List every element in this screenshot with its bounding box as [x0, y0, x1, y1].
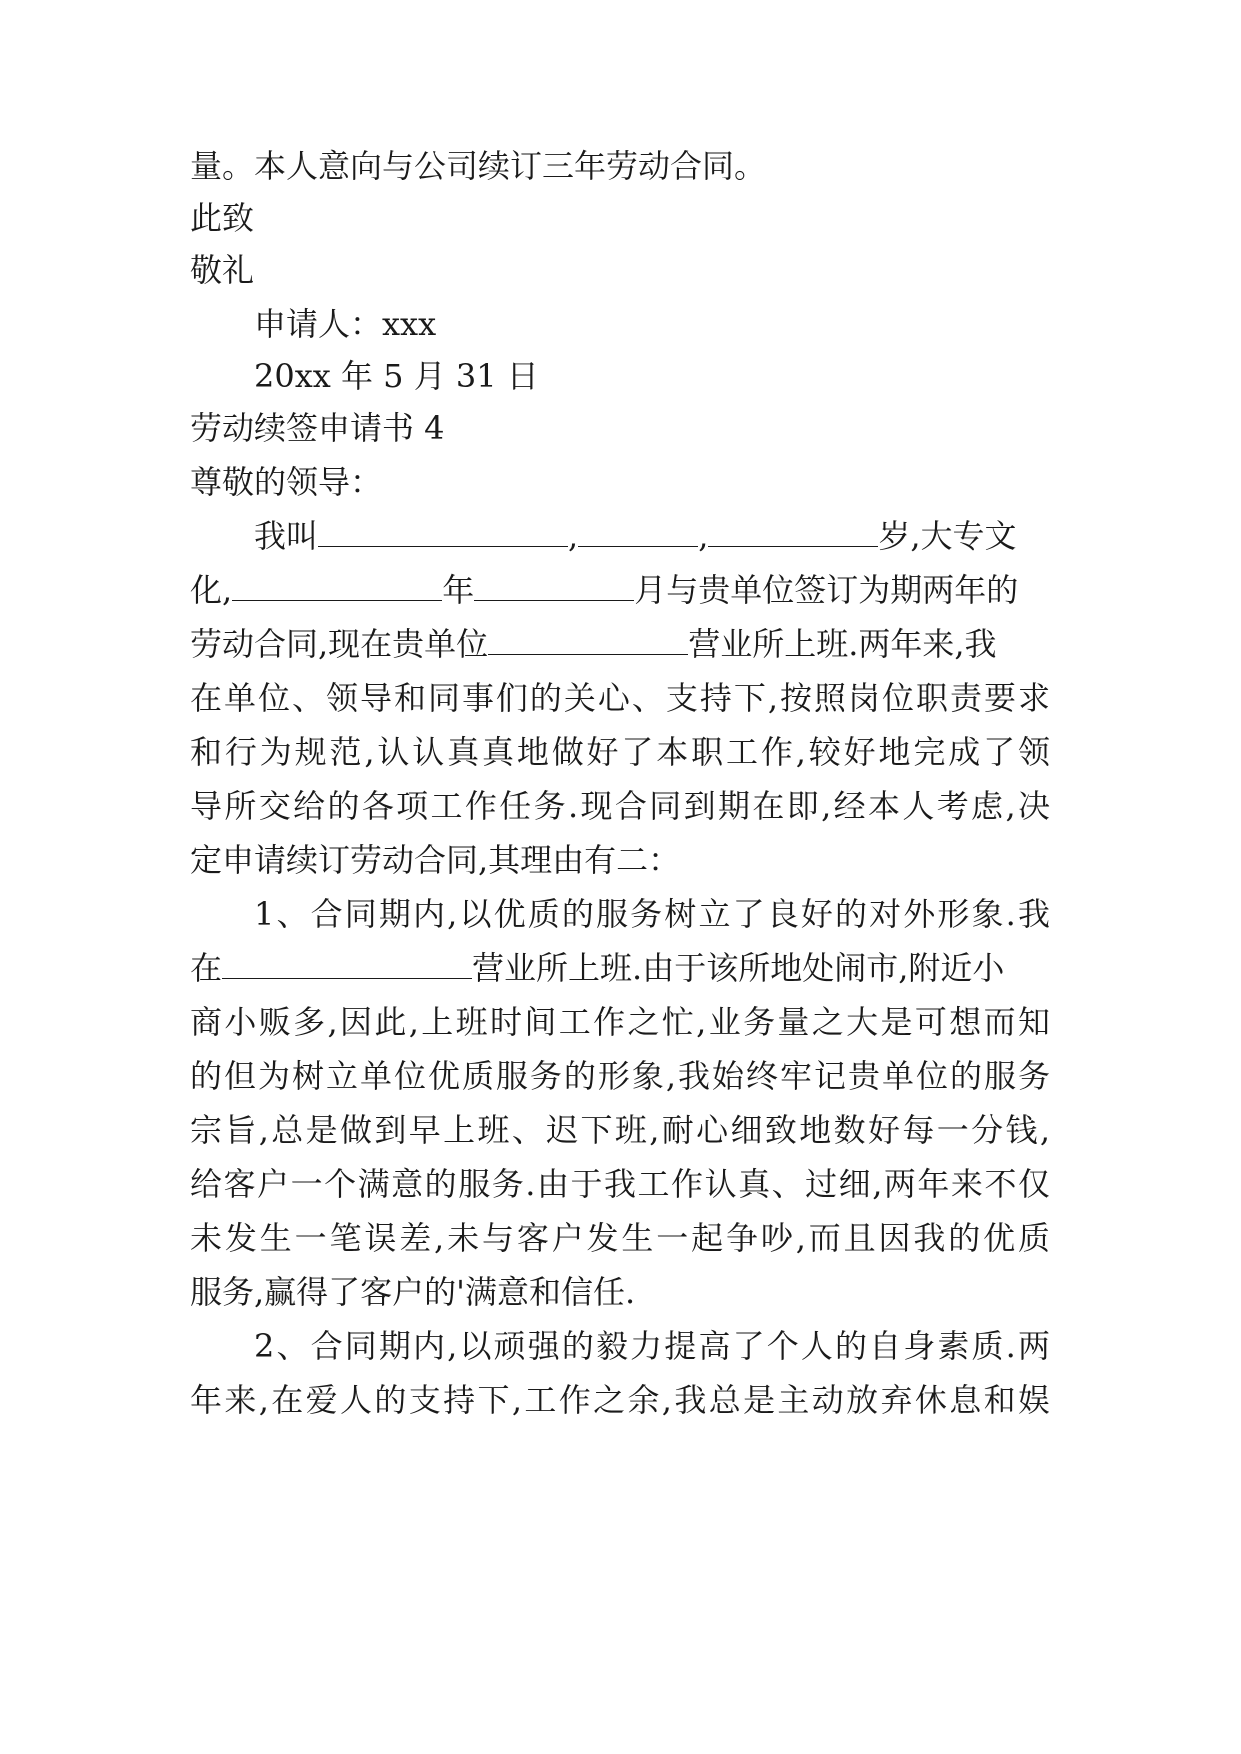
text-line: 在单位、领导和同事们的关心、支持下,按照岗位职责要求 [190, 679, 1050, 717]
fill-in-blank [488, 624, 688, 655]
text-segment: 年 [442, 571, 475, 609]
fill-in-blank [232, 570, 442, 601]
section-title: 劳动续签申请书 4 [190, 409, 445, 447]
fill-in-blank [578, 516, 698, 547]
text-line: 商小贩多,因此,上班时间工作之忙,业务量之大是可想而知 [190, 1003, 1050, 1041]
text-segment: , [698, 517, 709, 555]
applicant-line: 申请人：xxx [254, 305, 437, 343]
text-segment: 在 [190, 949, 223, 987]
text-segment: 营业所上班.两年来,我 [688, 625, 997, 663]
text-segment: 劳动合同,现在贵单位 [190, 625, 489, 663]
text-line: 给客户一个满意的服务.由于我工作认真、过细,两年来不仅 [190, 1165, 1050, 1203]
fill-in-blank [474, 570, 634, 601]
text-line: 的但为树立单位优质服务的形象,我始终牢记贵单位的服务 [190, 1057, 1050, 1095]
text-line: 宗旨,总是做到早上班、迟下班,耐心细致地数好每一分钱, [190, 1111, 1050, 1149]
text-line-with-blanks [254, 507, 1050, 565]
text-line-with-blanks [190, 561, 1050, 619]
text-line-with-blanks [190, 615, 1050, 673]
fill-in-blank [318, 516, 568, 547]
greeting-line: 尊敬的领导： [190, 463, 383, 501]
salutation-cizhi: 此致 [190, 199, 255, 237]
text-line: 未发生一笔误差,未与客户发生一起争吵,而且因我的优质 [190, 1219, 1050, 1257]
text-line: 定申请续订劳动合同,其理由有二： [190, 841, 681, 879]
text-line: 和行为规范,认认真真地做好了本职工作,较好地完成了领 [190, 733, 1050, 771]
text-segment: 化, [190, 571, 233, 609]
text-line-with-blanks [190, 939, 1050, 997]
text-segment: , [568, 517, 579, 555]
text-segment: 我叫 [254, 517, 319, 555]
fill-in-blank [222, 948, 472, 979]
salutation-jingli: 敬礼 [190, 251, 255, 289]
text-line: 年来,在爱人的支持下,工作之余,我总是主动放弃休息和娱 [190, 1381, 1050, 1419]
text-line: 导所交给的各项工作任务.现合同到期在即,经本人考虑,决 [190, 787, 1050, 825]
text-line: 2、合同期内,以顽强的毅力提高了个人的自身素质.两 [254, 1327, 1050, 1365]
date-line: 20xx 年 5 月 31 日 [254, 357, 539, 395]
text-line: 服务,赢得了客户的'满意和信任. [190, 1273, 636, 1311]
text-line: 量。本人意向与公司续订三年劳动合同。 [190, 147, 767, 185]
text-segment: 月与贵单位签订为期两年的 [634, 571, 1019, 609]
text-segment: 岁,大专文 [878, 517, 1017, 555]
text-line: 1、合同期内,以优质的服务树立了良好的对外形象.我 [254, 895, 1050, 933]
fill-in-blank [708, 516, 878, 547]
text-segment: 营业所上班.由于该所地处闹市,附近小 [472, 949, 1005, 987]
